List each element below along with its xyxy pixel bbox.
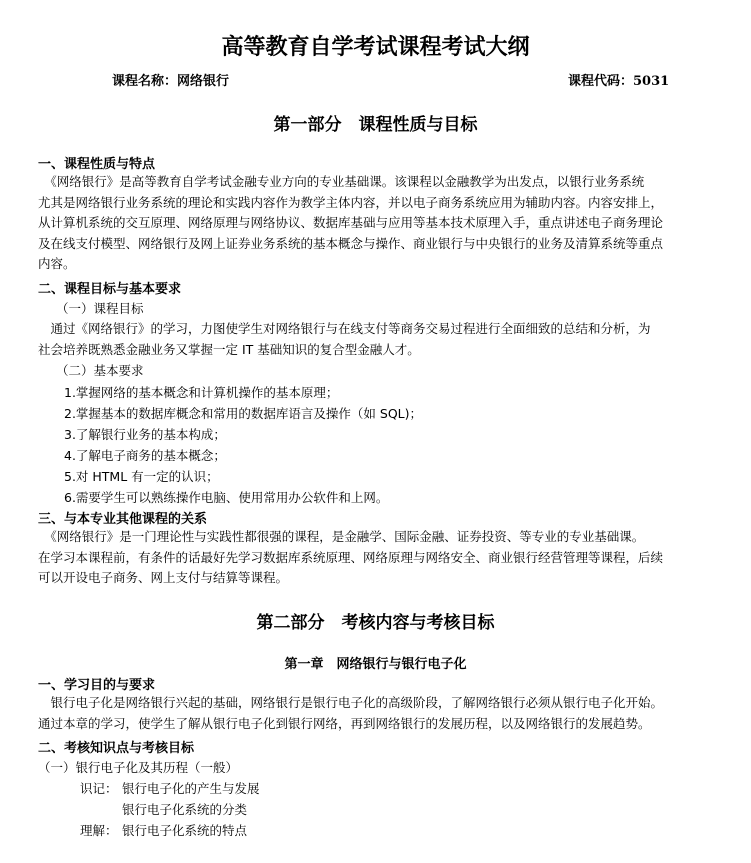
paragraph-line: 尤其是网络银行业务系统的理论和实践内容作为教学主体内容，并以电子商务系统应用为辅助内容。内容安排上，: [38, 194, 664, 210]
paragraph-line: 社会培养既熟悉金融业务又掌握一定 IT 基础知识的复合型金融人才。: [38, 341, 420, 357]
chapter-heading: 第一章 网络银行与银行电子化: [284, 657, 467, 672]
subsection-heading: （一）课程目标: [56, 301, 144, 316]
paragraph-line: 内容。: [38, 256, 76, 271]
lijie-label: 理解：: [80, 823, 118, 838]
section-heading: 二、考核知识点与考核目标: [38, 741, 195, 756]
paragraph-line: 通过本章的学习，使学生了解从银行电子化到银行网络，再到网络银行的发展历程，以及网络银行的发展趋势。: [38, 715, 651, 731]
section-paragraph: [38, 693, 663, 734]
paragraph-line: 及在线支付模型、网络银行及网上证券业务系统的基本概念与操作、商业银行与中央银行的业务及清算系统等重点: [38, 235, 664, 251]
section-heading: 二、课程目标与基本要求: [38, 282, 182, 297]
section-paragraph: [38, 172, 663, 275]
paragraph-line: 《网络银行》是高等教育自学考试金融专业方向的专业基础课。该课程以金融教学为出发点，以银行业务系统: [38, 174, 645, 189]
section-paragraph: [38, 527, 663, 589]
requirement-item: 4.了解电子商务的基本概念；: [64, 448, 226, 463]
requirement-item: 3.了解银行业务的基本构成；: [64, 427, 226, 442]
shiji-label: 识记：: [80, 781, 118, 796]
requirement-item: 1.掌握网络的基本概念和计算机操作的基本原理；: [64, 385, 339, 400]
subsection-heading: （一）银行电子化及其历程（一般）: [38, 760, 239, 775]
knowledge-item: 银行电子化的产生与发展: [122, 781, 260, 796]
requirement-item: 5.对 HTML 有一定的认识；: [64, 469, 219, 484]
paragraph-line: 在学习本课程前，有条件的话最好先学习数据库系统原理、网络原理与网络安全、商业银行经营管理等课程，后续: [38, 549, 664, 565]
paragraph-line: 银行电子化是网络银行兴起的基础，网络银行是银行电子化的高级阶段，了解网络银行必须从银行电子化开始。: [38, 695, 664, 710]
knowledge-item: 银行电子化系统的特点: [122, 823, 248, 838]
requirement-item: 2.掌握基本的数据库概念和常用的数据库语言及操作（如 SQL)；: [64, 406, 423, 421]
section-heading: 一、课程性质与特点: [38, 157, 156, 172]
section-heading: 一、学习目的与要求: [38, 678, 156, 693]
paragraph-line: 《网络银行》是一门理论性与实践性都很强的课程，是金融学、国际金融、证券投资、等专业的专业基础课。: [38, 529, 645, 544]
requirement-item: 6.需要学生可以熟练操作电脑、使用常用办公软件和上网。: [64, 490, 389, 505]
paragraph-line: 通过《网络银行》的学习，力图使学生对网络银行与在线支付等商务交易过程进行全面细致的总结和分析，为: [38, 321, 651, 336]
section-heading: 三、与本专业其他课程的关系: [38, 512, 208, 527]
paragraph-line: 可以开设电子商务、网上支付与结算等课程。: [38, 570, 289, 585]
section-paragraph: [38, 319, 651, 360]
knowledge-item: 银行电子化系统的分类: [122, 802, 248, 817]
part1-heading: 第一部分 课程性质与目标: [273, 115, 478, 135]
part2-heading: 第二部分 考核内容与考核目标: [256, 613, 495, 633]
paragraph-line: 从计算机系统的交互原理、网络原理与网络协议、数据库基础与应用等基本技术原理入手，重点讲述电子商务理论: [38, 215, 664, 230]
subsection-heading: （二）基本要求: [56, 363, 144, 378]
document-title: 高等教育自学考试课程考试大纲: [221, 34, 530, 60]
course-code: 课程代码：5031: [568, 74, 670, 89]
course-name: 课程名称：网络银行: [112, 74, 230, 89]
